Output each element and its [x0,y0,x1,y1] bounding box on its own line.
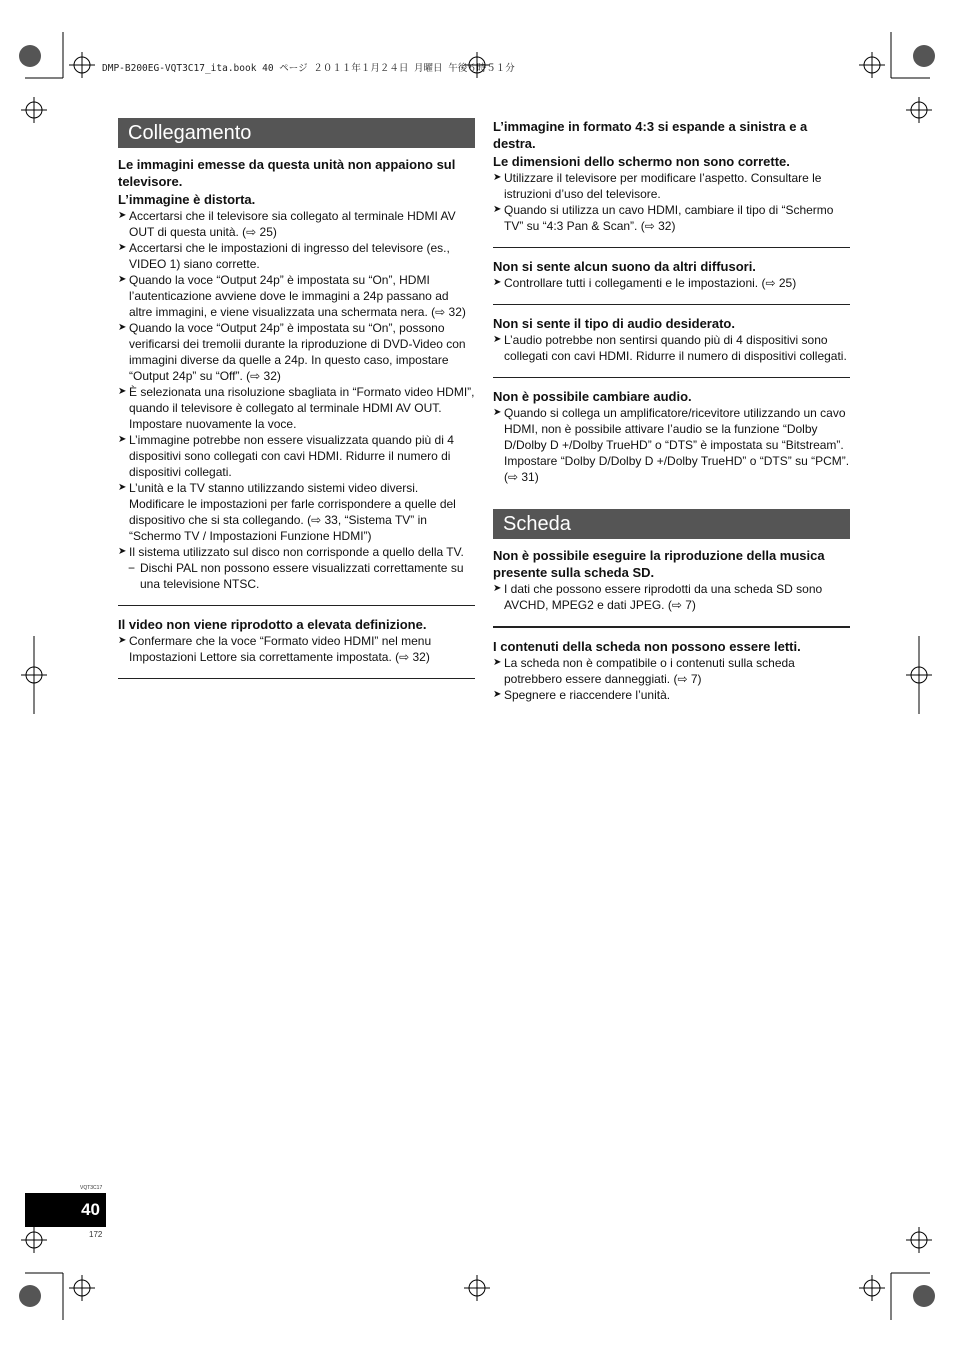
solution-list [493,581,850,613]
solution-list [493,170,850,234]
list-item: ➤ L’immagine potrebbe non essere visualizzata quando più di 4 dispositivi sono collegati con cavi HDMI. Ridurre il numero di dispositivi collegati. [118,433,454,479]
arrow-bullet-icon: ➤ [118,210,127,221]
solution-list [493,332,850,364]
list-item: ➤ Controllare tutti i collegamenti e le impostazioni. (⇨ 25) [493,276,797,290]
sub-list-item: − Dischi PAL non possono essere visualizzati correttamente su una televisione NTSC. [128,561,464,591]
list-item: ➤ Accertarsi che il televisore sia collegato al terminale HDMI AV OUT di questa unità. (⇨ 25) [118,209,456,239]
list-item: ➤ Utilizzare il televisore per modificare l’aspetto. Consultare le istruzioni d’uso del televisore. [493,171,822,201]
arrow-bullet-icon: ➤ [493,172,502,183]
list-item: ➤ Quando la voce “Output 24p” è impostata su “On”, possono verificarsi dei tremolii durante la riproduzione di DVD-Video con immagini diverse da quelle a 24p. In questo caso, impostare “Output 24p” su “Off”. (⇨ 32) [118,321,466,383]
arrow-bullet-icon: ➤ [118,482,127,493]
section-title-collegamento: Collegamento [118,118,475,148]
left-column [118,118,475,689]
arrow-bullet-icon: ➤ [493,277,502,288]
problem-heading: L’immagine in formato 4:3 si espande a sinistra e a destra. [493,119,808,151]
problem-heading: Non è possibile eseguire la riproduzione della musica presente sulla scheda SD. [493,548,825,580]
divider [493,377,850,378]
arrow-bullet-icon: ➤ [118,242,127,253]
list-item: ➤ La scheda non è compatibile o i contenuti sulla scheda potrebbero essere danneggiati. (⇨ 7) [493,656,795,686]
solution-list [493,405,850,485]
solution-list [118,208,475,592]
list-item: ➤ Accertarsi che le impostazioni di ingresso del televisore (es., VIDEO 1) siano corrette. [118,241,450,271]
arrow-bullet-icon: ➤ [493,583,502,594]
arrow-bullet-icon: ➤ [493,334,502,345]
section-title-scheda: Scheda [493,509,850,539]
problem-heading: Le dimensioni dello schermo non sono corrette. [493,154,790,169]
arrow-bullet-icon: ➤ [493,407,502,418]
arrow-bullet-icon: ➤ [118,274,127,285]
problem-heading: Non si sente il tipo di audio desiderato. [493,316,735,331]
doc-code: VQT3C17 [80,1185,103,1191]
divider [493,626,850,628]
list-item: ➤ L’audio potrebbe non sentirsi quando più di 4 dispositivi sono collegati con cavi HDMI. Ridurre il numero di dispositivi collegati. [493,333,847,363]
list-item: ➤ Quando la voce “Output 24p” è impostata su “On”, HDMI l’autenticazione avviene dove le immagini a 24p passano ad altre immagini, e viene visualizzata una schermata nera. (⇨ 32) [118,273,466,319]
problem-heading: Non è possibile cambiare audio. [493,389,692,404]
problem-heading: Le immagini emesse da questa unità non appaiono sul televisore. [118,157,456,189]
arrow-bullet-icon: ➤ [118,322,127,333]
arrow-bullet-icon: ➤ [118,546,127,557]
problem-heading: I contenuti della scheda non possono essere letti. [493,639,801,654]
arrow-bullet-icon: ➤ [118,386,127,397]
arrow-bullet-icon: ➤ [118,434,127,445]
divider [118,678,475,679]
solution-list [118,633,475,665]
arrow-bullet-icon: ➤ [493,689,502,700]
problem-heading: Il video non viene riprodotto a elevata definizione. [118,617,427,632]
list-item: ➤ Il sistema utilizzato sul disco non corrisponde a quello della TV. [118,545,464,559]
arrow-bullet-icon: ➤ [493,657,502,668]
problem-heading: L’immagine è distorta. [118,192,256,207]
file-info-line: DMP-B200EG-VQT3C17_ita.book 40 ページ ２０１１年１月２４日 月曜日 午後６時５１分 [102,63,515,74]
sub-page-number: 172 [89,1230,103,1239]
list-item: ➤ I dati che possono essere riprodotti da una scheda SD sono AVCHD, MPEG2 e dati JPEG. (⇨ 7) [493,582,823,612]
list-item: ➤ È selezionata una risoluzione sbagliata in “Formato video HDMI”, quando il televisore è collegato al terminale HDMI AV OUT. Impostare nuovamente la voce. [118,385,475,431]
divider [493,304,850,305]
list-item: ➤ Quando si utilizza un cavo HDMI, cambiare il tipo di “Schermo TV” su “4:3 Pan & Scan”. (⇨ 32) [493,203,834,233]
list-item: ➤ L’unità e la TV stanno utilizzando sistemi video diversi. Modificare le impostazioni per farle corrispondere a quelle del dispositivo che si sta collegando. (⇨ 33, “Sistema TV” in “Schermo TV / Impostazioni Funzione HDMI”) [118,481,456,543]
solution-list [493,655,850,703]
divider [493,247,850,248]
list-item: ➤ Confermare che la voce “Formato video HDMI” nel menu Impostazioni Lettore sia correttamente impostata. (⇨ 32) [118,634,432,664]
arrow-bullet-icon: ➤ [493,204,502,215]
list-item: ➤ Spegnere e riaccendere l’unità. [493,688,671,702]
arrow-bullet-icon: ➤ [118,635,127,646]
divider [118,605,475,606]
right-column [493,118,850,703]
solution-list [493,275,850,291]
list-item: ➤ Quando si collega un amplificatore/ricevitore utilizzando un cavo HDMI, non è possibile attivare l’audio se la funzione “Dolby D/Dolby D +/Dolby TrueHD” o “DTS” è impostata su “Bitstream”. Impostare “Dolby D/Dolby D +/Dolby TrueHD” o “DTS” su “PCM”. (⇨ 31) [493,406,850,484]
page-number: 40 [25,1193,106,1227]
problem-heading: Non si sente alcun suono da altri diffusori. [493,259,756,274]
